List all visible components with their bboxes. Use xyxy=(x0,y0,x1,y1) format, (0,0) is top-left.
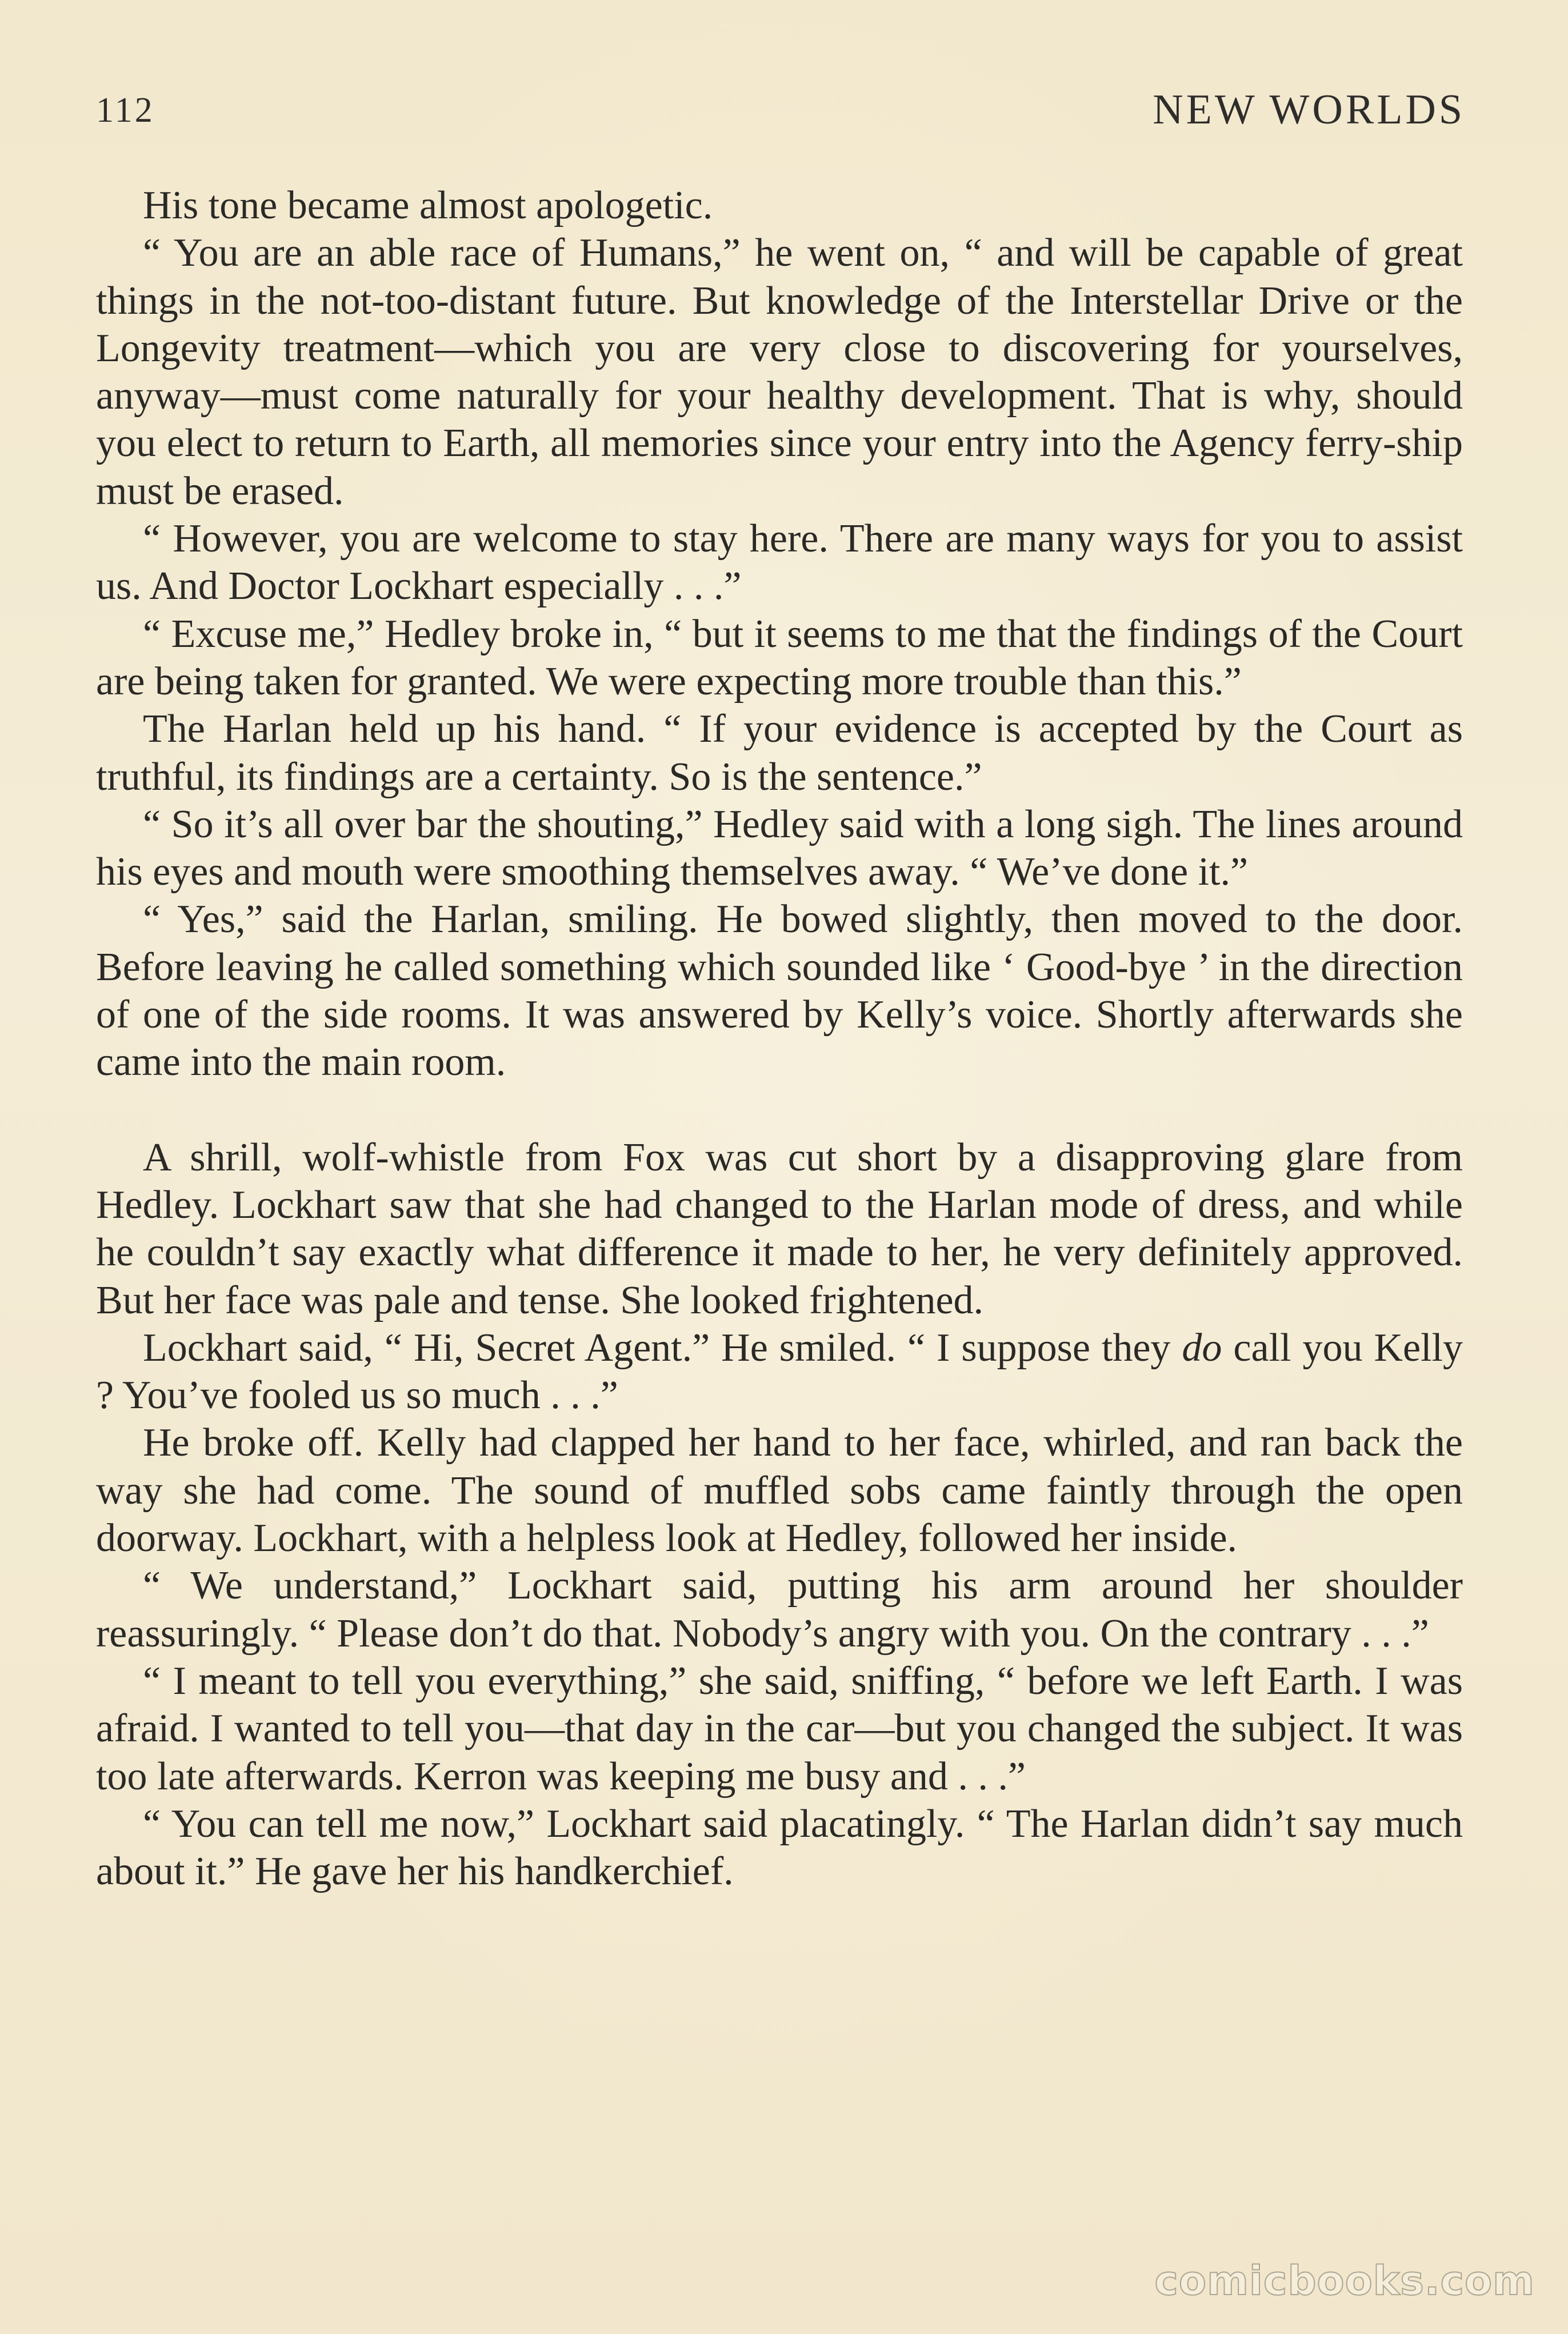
paragraph: The Harlan held up his hand. “ If your evidence is accepted by the Court as truthful, its findings are a certainty. So is the sentence.” xyxy=(96,707,1463,799)
running-head: NEW WORLDS xyxy=(1153,86,1465,133)
paragraph: A shrill, wolf-whistle from Fox was cut short by a disapproving glare from Hedley. Lockhart saw that she had changed to the Harlan mode of dress, and while he couldn’t say exactly what difference it made to her, he very definitely approved. But her face was pale and tense. She looked frightened. xyxy=(96,1135,1463,1322)
paragraph: His tone became almost apologetic. xyxy=(143,183,713,227)
paragraph: “ You are an able race of Humans,” he went on, “ and will be capable of great things in the not-too-distant future. But knowledge of the Interstellar Drive or the Longevity treatment—which you are very close to discovering for yourselves, anyway—must come naturally for your healthy development. That is why, should you elect to return to Earth, all memories since your entry into the Agency ferry-ship must be erased. xyxy=(96,231,1463,513)
paragraph: “ Excuse me,” Hedley broke in, “ but it seems to me that the findings of the Court are being taken for granted. We were expecting more trouble than this.” xyxy=(96,612,1463,704)
paragraph: “ Yes,” said the Harlan, smiling. He bowed slightly, then moved to the door. Before leaving he called something which sounded like ‘ Good-bye ’ in the direction of one of the side rooms. It was answered by Kelly’s voice. Shortly afterwards she came into the main room. xyxy=(96,897,1463,1085)
paragraph: “ You can tell me now,” Lockhart said placatingly. “ The Harlan didn’t say much about it.” He gave her his handkerchief. xyxy=(96,1801,1463,1894)
paragraph: “ I meant to tell you everything,” she said, sniffing, “ before we left Earth. I was afraid. I wanted to tell you—that day in the car—but you changed the subject. It was too late afterwards. Kerron was keeping me busy and . . .” xyxy=(96,1658,1463,1799)
page-header xyxy=(96,86,1465,149)
paragraph-text: Lockhart said, “ Hi, Secret Agent.” He smiled. “ I suppose they xyxy=(143,1325,1182,1370)
paragraph: “ So it’s all over bar the shouting,” Hedley said with a long sigh. The lines around his eyes and mouth were smoothing themselves away. “ We’ve done it.” xyxy=(96,802,1463,894)
body-text xyxy=(96,182,1463,1895)
watermark: comicbooks.com xyxy=(1154,2257,1535,2304)
emphasis-text: do xyxy=(1182,1325,1222,1370)
paragraph-text: call you Kelly ? You’ve fooled us so much . . .” xyxy=(96,1325,1463,1418)
paragraph: “ However, you are welcome to stay here. There are many ways for you to assist us. And Doctor Lockhart especially . . .” xyxy=(96,517,1463,609)
paragraph-kelly xyxy=(96,1324,1463,1420)
section-break xyxy=(96,1086,1463,1134)
page-number: 112 xyxy=(96,91,155,130)
paragraph: “ We understand,” Lockhart said, putting his arm around her shoulder reassuringly. “ Please don’t do that. Nobody’s angry with you. On the contrary . . .” xyxy=(96,1564,1463,1656)
paragraph: He broke off. Kelly had clapped her hand to her face, whirled, and ran back the way she had come. The sound of muffled sobs came faintly through the open doorway. Lockhart, with a helpless look at Hedley, followed her inside. xyxy=(96,1421,1463,1561)
